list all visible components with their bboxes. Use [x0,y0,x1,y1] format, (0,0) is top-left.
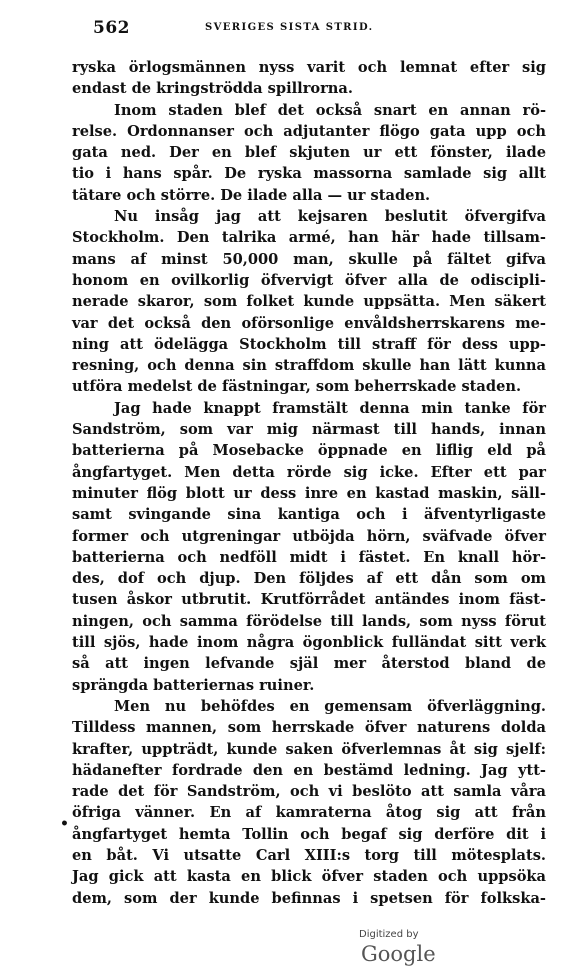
text-line: var det också den oförsonlige envåldsherrskarens me- [72,314,546,332]
text-line: Men nu behöfdes en gemensam öfverläggning. [114,697,546,715]
running-title: SVERIGES SISTA STRID. [205,22,374,33]
text-line: ryska örlogsmännen nyss varit och lemnat efter sig [72,59,546,76]
text-line: Jag gick att kasta en blick öfver staden och uppsöka [72,868,546,886]
text-line: mans af minst 50,000 man, skulle på fältet gifva [72,250,546,268]
text-line: nerade skaror, som folket kunde uppsätta. Men säkert [72,293,546,311]
text-line: tio i hans spår. De ryska massorna samlade sig allt [72,165,546,183]
text-line: des, dof och djup. Den följdes af ett dån som om [72,570,546,588]
text-line: till sjös, hade inom några ögonblick fulländat sitt verk [72,634,546,652]
text-line: batterierna och nedföll midt i fästet. En knall hör- [72,548,546,566]
text-line: Tilldess mannen, som herrskade öfver naturens dolda [72,719,546,737]
margin-mark: • [60,816,69,832]
page-number: 562 [93,18,130,38]
text-line: rade det för Sandström, och vi beslöto att samla våra [72,783,546,801]
text-line: Stockholm. Den talrika armé, han här hade tillsam- [72,229,546,247]
text-line: en båt. Vi utsatte Carl XIII:s torg till mötesplats. [72,846,546,864]
text-line: ningen, och samma förödelse till lands, som nyss förut [72,612,546,630]
text-line: Jag hade knappt framstält denna min tanke för [114,399,546,417]
text-line: Sandström, som var mig närmast till hands, innan [72,421,546,439]
text-line: former och utgreningar utböjda hörn, sväfvade öfver [72,527,546,545]
google-logo: Google [361,942,436,966]
text-line: utföra medelst de fästningar, som beherrskade staden. [72,378,522,396]
text-line: endast de kringströdda spillrorna. [72,80,353,98]
digitized-footer [359,924,499,966]
text-line: resning, och denna sin straffdom skulle han lätt kunna [72,357,546,375]
text-line: ångfartyget hemta Tollin och begaf sig derföre dit i [72,825,546,843]
text-line: sprängda batteriernas ruiner. [72,676,315,694]
text-line: dem, som der kunde befinnas i spetsen för folkska- [72,889,546,907]
text-line: tusen åskor utbrutit. Krutförrådet antändes inom fäst- [72,591,546,609]
text-line: minuter flög blott ur dess inre en kastad maskin, säll- [72,484,546,502]
text-line: öfriga vänner. En af kamraterna åtog sig att från [72,804,546,822]
text-line: Nu insåg jag att kejsaren beslutit öfvergifva [114,208,546,226]
text-line: Inom staden blef det också snart en annan rö- [114,101,546,119]
text-line: hädanefter fordrade den en bestämd ledning. Jag ytt- [72,761,546,779]
text-line: samt svingande sina kantiga och i äfventyrligaste [72,506,546,524]
text-line: tätare och större. De ilade alla — ur staden. [72,186,431,204]
text-line: så att ingen lefvande själ mer återstod bland de [72,655,546,673]
text-line: ångfartyget. Men detta rörde sig icke. Efter ett par [72,463,546,481]
text-line: batterierna på Mosebacke öppnade en liflig eld på [72,442,546,460]
digitized-label: Digitized by [359,929,419,940]
text-line: krafter, uppträdt, kunde saken öfverlemnas åt sig sjelf: [72,740,546,758]
page-header [93,18,548,42]
text-line: honom en ovilkorlig öfvervigt öfver alla de odiscipli- [72,271,546,289]
body-text [72,57,546,909]
text-line: ning att ödelägga Stockholm till straff för dess upp- [72,335,546,353]
text-line: gata ned. Der en blef skjuten ur ett fönster, ilade [72,144,546,162]
text-line: relse. Ordonnanser och adjutanter flögo gata upp och [72,122,546,140]
